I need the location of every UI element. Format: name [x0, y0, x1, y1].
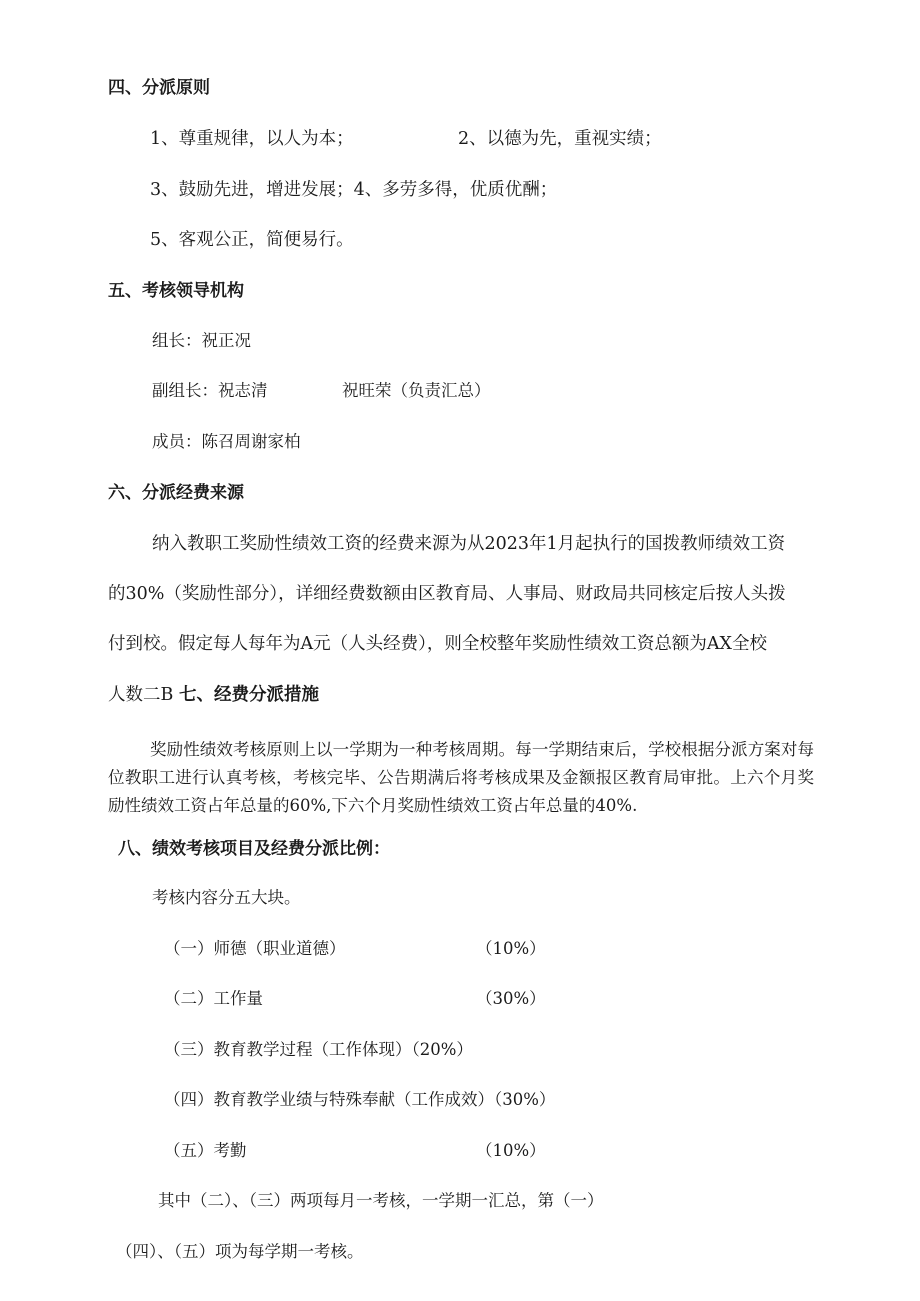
funding-line-1: 纳入教职工奖励性绩效工资的经费来源为从2023年1月起执行的国拨教师绩效工资	[152, 534, 786, 554]
item-4-label: （四）教育教学业绩与特殊奉献（工作成效）（30%）	[164, 1090, 556, 1109]
item-1-pct: （10%）	[476, 939, 546, 958]
funding-line-4	[108, 683, 319, 707]
principle-1: 1、尊重规律，以人为本；	[150, 129, 354, 149]
deputy-leader-line: 副组长：祝志清	[152, 381, 268, 400]
item-2-pct: （30%）	[476, 989, 546, 1008]
deputy-leader-second: 祝旺荣（负责汇总）	[342, 381, 491, 400]
funding-line-4-text: 人数二B	[108, 685, 174, 705]
principle-5: 5、客观公正，简便易行。	[150, 230, 354, 250]
item-2-label: （二）工作量	[164, 989, 263, 1008]
section-8-heading: 八、绩效考核项目及经费分派比例：	[118, 839, 390, 859]
note-line-2: （四）、（五）项为每学期一考核。	[116, 1242, 364, 1261]
principle-2: 2、以德为先，重视实绩；	[458, 129, 662, 149]
section-5-heading: 五、考核领导机构	[108, 281, 244, 301]
funding-line-3: 付到校。假定每人每年为A元（人头经费），则全校整年奖励性绩效工资总额为AX全校	[108, 634, 767, 654]
item-3-label: （三）教育教学过程（工作体现）（20%）	[164, 1040, 473, 1059]
members-line: 成员：陈召周谢家柏	[152, 432, 301, 451]
item-1-label: （一）师德（职业道德）	[164, 939, 346, 958]
section-7-paragraph: 奖励性绩效考核原则上以一学期为一种考核周期。每一学期结束后，学校根据分派方案对每位教职工进行认真考核，考核完毕、公告期满后将考核成果及金额报区教育局审批。上六个月奖励性绩效工资占年总量的60%,下六个月奖励性绩效工资占年总量的40%.	[108, 740, 814, 815]
note-line-1: 其中（二）、（三）两项每月一考核，一学期一汇总，第（一）	[158, 1191, 604, 1210]
section-4-heading: 四、分派原则	[108, 78, 210, 98]
item-5-pct: （10%）	[476, 1141, 546, 1160]
leader-line: 组长：祝正况	[152, 331, 251, 350]
principle-3-4: 3、鼓励先进，增进发展；4、多劳多得，优质优酬；	[150, 180, 558, 200]
section-6-heading: 六、分派经费来源	[108, 483, 244, 503]
item-5-label: （五）考勤	[164, 1141, 247, 1160]
assessment-intro: 考核内容分五大块。	[152, 888, 301, 907]
funding-line-2: 的30%（奖励性部分），详细经费数额由区教育局、人事局、财政局共同核定后按人头拨	[108, 584, 786, 604]
section-7-heading: 七、经费分派措施	[178, 685, 319, 705]
